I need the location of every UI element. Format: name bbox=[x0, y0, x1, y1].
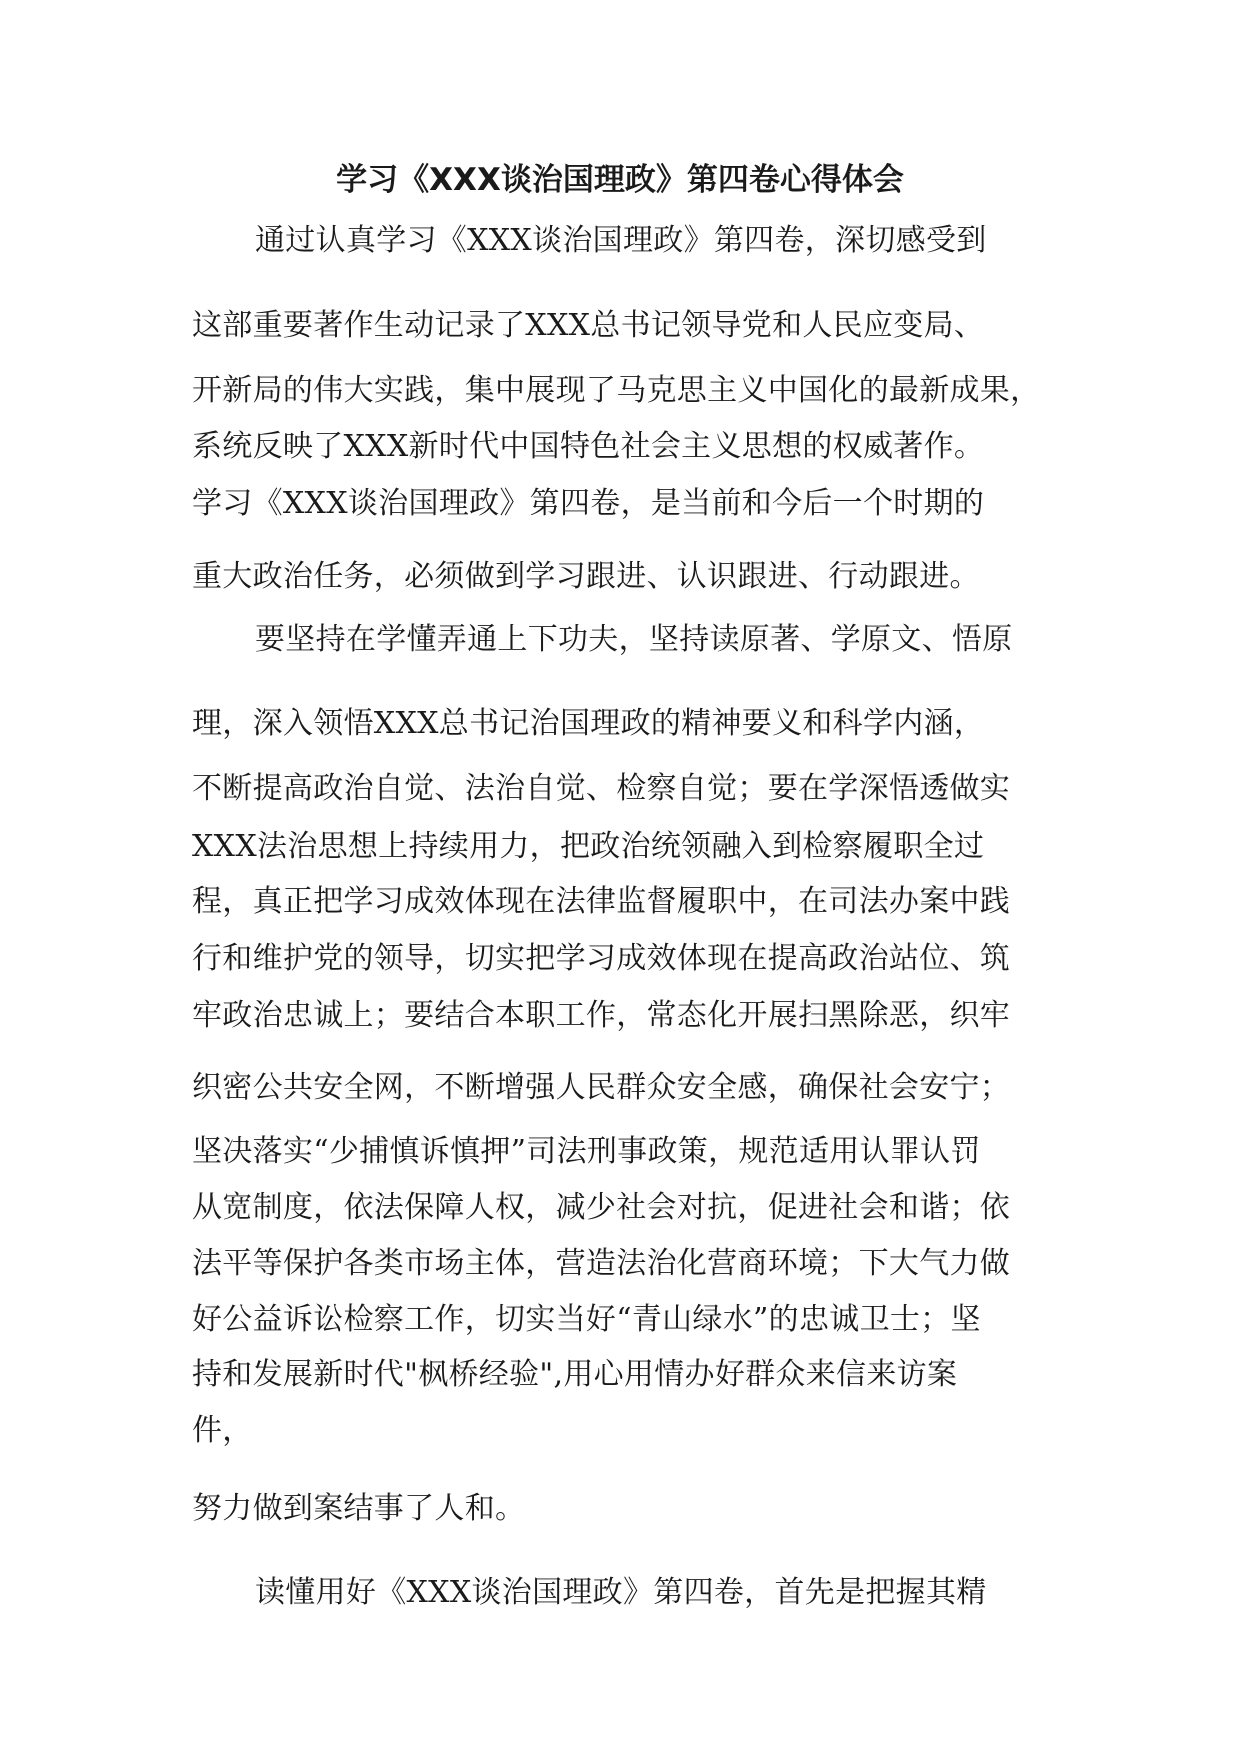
text-line: 牢政治忠诚上；要结合本职工作，常态化开展扫黑除恶，织牢 bbox=[192, 998, 1011, 1033]
text-line: 织密公共安全网，不断增强人民群众安全感，确保社会安宁； bbox=[192, 1070, 1011, 1105]
text-line: 行和维护党的领导，切实把学习成效体现在提高政治站位、筑 bbox=[192, 941, 1011, 976]
text-line: 件， bbox=[192, 1413, 253, 1448]
text-line: 读懂用好《XXX谈治国理政》第四卷，首先是把握其精 bbox=[255, 1575, 987, 1610]
text-line: 系统反映了XXX新时代中国特色社会主义思想的权威著作。 bbox=[192, 429, 985, 464]
text-line: 理，深入领悟XXX总书记治国理政的精神要义和科学内涵， bbox=[192, 706, 985, 741]
text-line: 通过认真学习《XXX谈治国理政》第四卷，深切感受到 bbox=[255, 223, 987, 258]
text-line: 程，真正把学习成效体现在法律监督履职中，在司法办案中践 bbox=[192, 884, 1011, 919]
text-line: 重大政治任务，必须做到学习跟进、认识跟进、行动跟进。 bbox=[192, 559, 980, 594]
text-line: 要坚持在学懂弄通上下功夫，坚持读原著、学原文、悟原 bbox=[255, 622, 1013, 657]
document-title: 学习《XXX谈治国理政》第四卷心得体会 bbox=[336, 162, 904, 198]
text-line: 开新局的伟大实践，集中展现了马克思主义中国化的最新成果， bbox=[192, 373, 1041, 408]
text-line: 法平等保护各类市场主体，营造法治化营商环境；下大气力做 bbox=[192, 1246, 1011, 1281]
text-line: 好公益诉讼检察工作，切实当好“青山绿水”的忠诚卫士；坚 bbox=[192, 1302, 981, 1337]
text-line: 从宽制度，依法保障人权，减少社会对抗，促进社会和谐；依 bbox=[192, 1190, 1011, 1225]
text-line: 这部重要著作生动记录了XXX总书记领导党和人民应变局、 bbox=[192, 308, 985, 343]
text-line: 不断提高政治自觉、法治自觉、检察自觉；要在学深悟透做实 bbox=[192, 771, 1011, 806]
text-line: 持和发展新时代"枫桥经验",用心用情办好群众来信来访案 bbox=[192, 1357, 958, 1392]
text-line: 学习《XXX谈治国理政》第四卷，是当前和今后一个时期的 bbox=[192, 486, 985, 521]
text-line: 努力做到案结事了人和。 bbox=[192, 1491, 526, 1526]
text-line: 坚决落实“少捕慎诉慎押”司法刑事政策，规范适用认罪认罚 bbox=[192, 1134, 981, 1169]
text-line: XXX法治思想上持续用力，把政治统领融入到检察履职全过 bbox=[192, 829, 985, 864]
